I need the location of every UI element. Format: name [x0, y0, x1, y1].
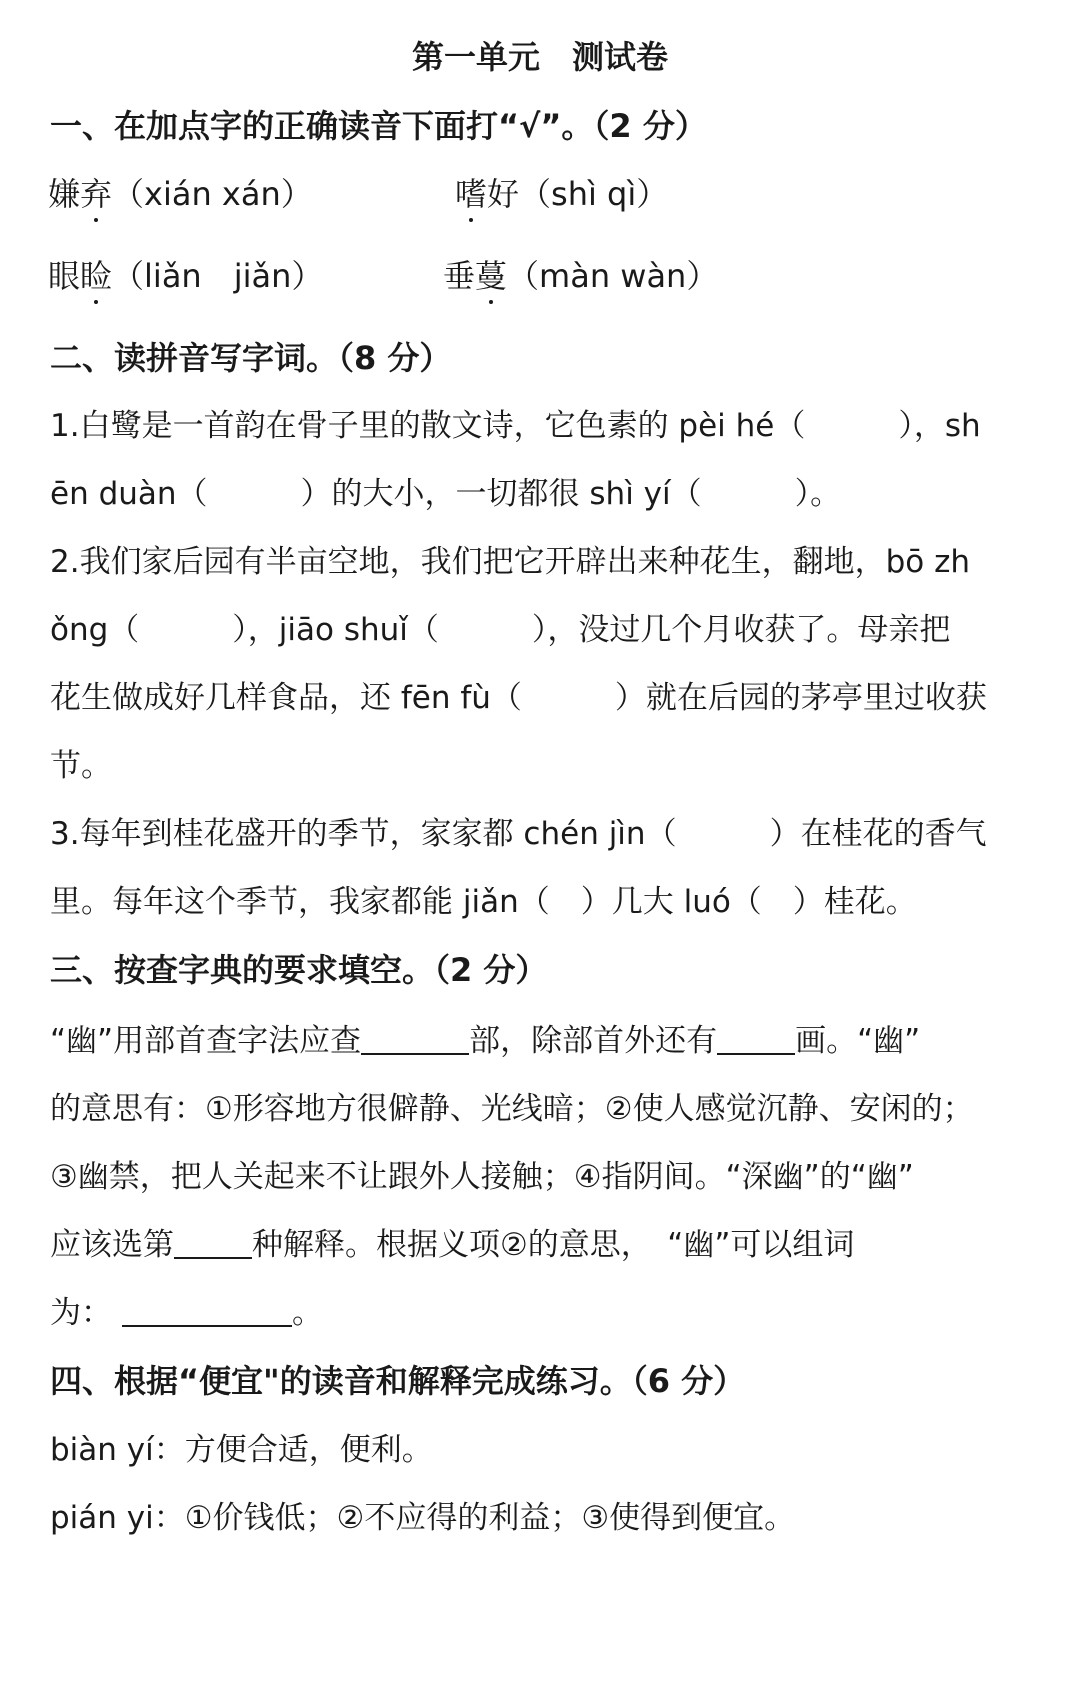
s2-line-8: 里。每年这个季节，我家都能 jiǎn（ ）几大 luó（ ）桂花。 — [50, 884, 917, 920]
s3-text: 为： — [50, 1295, 112, 1331]
section-1-heading: 一、在加点字的正确读音下面打“√”。（2 分） — [50, 107, 707, 145]
dotted-char-jian: 睑 — [80, 257, 113, 295]
section-2-heading: 二、读拼音写字词。（8 分） — [50, 339, 452, 377]
char-chui: 垂 — [443, 257, 476, 295]
s4-line-1: biàn yí：方便合适，便利。 — [50, 1432, 433, 1468]
s3-text: 种解释。根据义项②的意思， “幽”可以组词 — [252, 1227, 855, 1263]
s3-line-2: 的意思有：①形容地方很僻静、光线暗；②使人感觉沉静、安闲的； — [50, 1091, 974, 1127]
char-yan: 眼 — [48, 257, 81, 295]
char-xian: 嫌 — [48, 175, 81, 213]
s3-text: 应该选第 — [50, 1227, 174, 1263]
reading-options: （xián xán） — [112, 175, 313, 213]
s2-line-6: 节。 — [50, 748, 112, 784]
reading-options: （liǎn jiǎn） — [112, 257, 324, 295]
answer-blank-word[interactable] — [122, 1295, 292, 1327]
s3-line-1 — [50, 1021, 1035, 1061]
section-4-heading: 四、根据“便宜"的读音和解释完成练习。（6 分） — [50, 1362, 746, 1400]
s3-line-4 — [50, 1225, 1035, 1265]
answer-blank-meaning[interactable] — [174, 1227, 252, 1259]
reading-options: （màn wàn） — [507, 257, 719, 295]
s3-text: 部，除部首外还有 — [469, 1023, 718, 1059]
answer-blank-radical[interactable] — [361, 1023, 469, 1055]
s2-line-7: 3.每年到桂花盛开的季节，家家都 chén jìn（ ）在桂花的香气 — [50, 816, 987, 852]
s2-line-1: 1.白鹭是一首韵在骨子里的散文诗，它色素的 pèi hé（ ），sh — [50, 408, 981, 444]
item-yanjian — [48, 256, 448, 296]
dotted-char-man: 蔓 — [475, 257, 508, 295]
reading-options: （shì qì） — [519, 175, 669, 213]
s4-line-2: pián yi：①价钱低；②不应得的利益；③使得到便宜。 — [50, 1500, 796, 1536]
char-hao: 好 — [487, 175, 520, 213]
s2-line-3: 2.我们家后园有半亩空地，我们把它开辟出来种花生，翻地，bō zh — [50, 544, 970, 580]
page-title: 第一单元 测试卷 — [411, 38, 668, 76]
s3-line-5 — [50, 1293, 1035, 1333]
item-xianqi — [48, 174, 448, 214]
s2-line-2: ēn duàn（ ）的大小，一切都很 shì yí（ ）。 — [50, 476, 842, 512]
dotted-char-qi: 弃 — [80, 175, 113, 213]
section-3-heading: 三、按查字典的要求填空。（2 分） — [50, 951, 548, 989]
answer-blank-strokes[interactable] — [717, 1023, 795, 1055]
dotted-char-shi: 嗜 — [455, 175, 488, 213]
s3-text: 画。“幽” — [795, 1023, 921, 1059]
item-shihao — [455, 174, 855, 214]
item-chuiman — [443, 256, 843, 296]
s3-line-3: ③幽禁，把人关起来不让跟外人接触；④指阴间。“深幽”的“幽” — [50, 1159, 914, 1195]
s3-text: 。 — [292, 1295, 323, 1331]
s3-text: “幽”用部首查字法应查 — [50, 1023, 362, 1059]
s2-line-5: 花生做成好几样食品，还 fēn fù（ ）就在后园的茅亭里过收获 — [50, 680, 987, 716]
s2-line-4: ǒng（ ），jiāo shuǐ（ ），没过几个月收获了。母亲把 — [50, 612, 951, 648]
